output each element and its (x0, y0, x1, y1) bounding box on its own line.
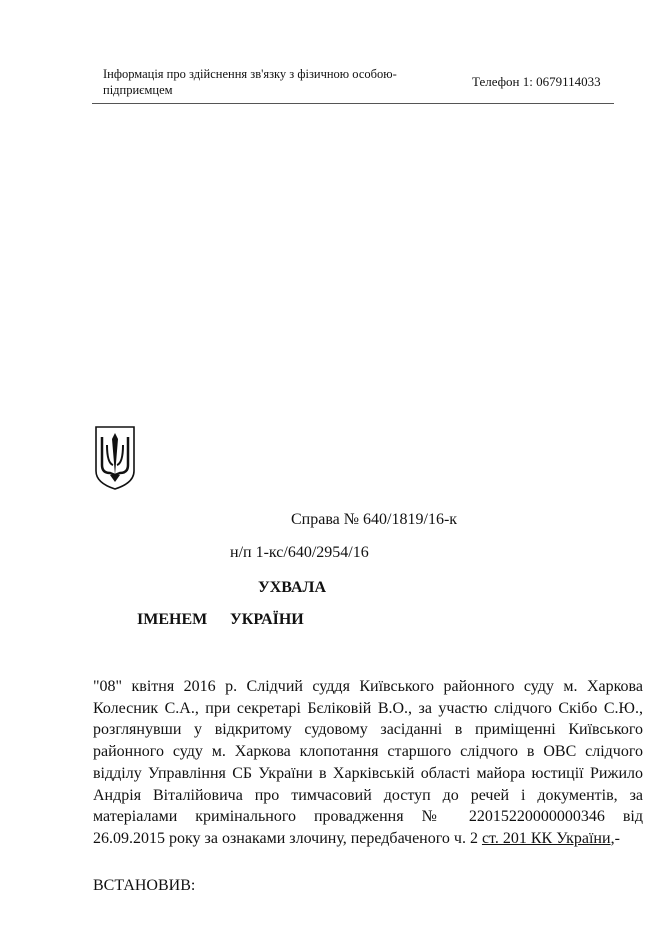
title-text: УХВАЛА (258, 579, 326, 596)
body-line-last (93, 828, 643, 850)
subtitle-left (137, 611, 207, 629)
body-line: районного суду м. Харкова клопотання старшого слідчого в ОВС слідчого (93, 743, 643, 761)
header-info-line1: Інформація про здійснення зв'язку з фізичною особою- (103, 67, 397, 81)
proceeding-number: н/п 1-кс/640/2954/16 (230, 544, 369, 561)
document-title (258, 579, 326, 597)
body-paragraph (93, 676, 643, 850)
body-line: Андрія Віталійовича про тимчасовий доступ до речей і документів, за (93, 786, 643, 804)
body-line: відділу Управління СБ України в Харківській області майора юстиції Рижило (93, 764, 643, 782)
subtitle-left-text: ІМЕНЕМ (137, 611, 208, 628)
body-last-prefix: 26.09.2015 року за ознаками злочину, передбаченого ч. 2 (93, 829, 482, 847)
case-number: Справа № 640/1819/16-к (291, 511, 458, 528)
trident-icon (93, 425, 137, 491)
body-line: матеріалами кримінального провадження № 22015220000000346 від (93, 808, 643, 826)
body-line: розглянувши у відкритому судовому засіданні в приміщенні Київського (93, 721, 643, 739)
header-divider (92, 103, 614, 104)
section-heading: ВСТАНОВИВ: (93, 877, 196, 894)
header-info (103, 66, 397, 98)
body-line: Колесник С.А., при секретарі Бєліковій В.О., за участю слідчого Скібо С.Ю., (93, 699, 643, 717)
subtitle-right (230, 611, 304, 629)
criminal-code-link[interactable]: ст. 201 КК України (481, 829, 611, 847)
header-info-line2: підприємцем (103, 83, 173, 97)
body-last-suffix: ,- (610, 829, 620, 847)
body-line: "08" квітня 2016 р. Слідчий суддя Київського районного суду м. Харкова (93, 678, 643, 695)
subtitle-right-text: УКРАЇНИ (230, 611, 304, 628)
header-phone: Телефон 1: 0679114033 (472, 74, 601, 89)
